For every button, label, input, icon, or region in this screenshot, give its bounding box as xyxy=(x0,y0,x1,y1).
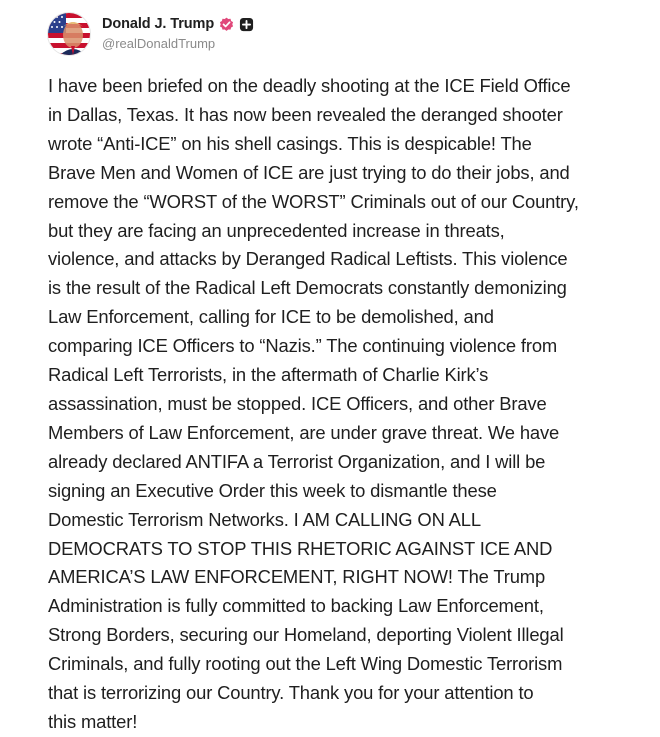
display-name[interactable]: Donald J. Trump xyxy=(102,16,215,33)
flag-portrait-avatar-icon xyxy=(48,13,90,55)
avatar[interactable] xyxy=(48,13,90,55)
handle[interactable]: @realDonaldTrump xyxy=(102,35,216,51)
plus-badge-icon xyxy=(239,17,254,32)
verified-check-icon xyxy=(219,17,234,32)
post-header xyxy=(48,12,254,56)
author-identity xyxy=(102,16,254,52)
post-body-text: I have been briefed on the deadly shooting at the ICE Field Office in Dallas, Texas. It has now been revealed the deranged shooter wrote “Anti-ICE” on his shell casings. This is despicable! The Brave Men and Women of ICE are just trying to do their jobs, and remove the “WORST of the WORST” Criminals out of our Country, but they are facing an unprecedented increase in threats, violence, and attacks by Deranged Radical Leftists. This violence is the result of the Radical Left Democrats constantly demonizing Law Enforcement, calling for ICE to be demolished, and comparing ICE Officers to “Nazis.” The continuing violence from Radical Left Terrorists, in the aftermath of Charlie Kirk’s assassination, must be stopped. ICE Officers, and other Brave Members of Law Enforcement, are under grave threat. We have already declared ANTIFA a Terrorist Organization, and I will be signing an Executive Order this week to dismantle these Domestic Terrorism Networks. I AM CALLING ON ALL DEMOCRATS TO STOP THIS RHETORIC AGAINST ICE AND AMERICA’S LAW ENFORCEMENT, RIGHT NOW! The Trump Administration is fully committed to backing Law Enforcement, Strong Borders, securing our Homeland, deporting Violent Illegal Criminals, and fully rooting out the Left Wing Domestic Terrorism that is terrorizing our Country. Thank you for your attention to this matter! xyxy=(48,75,579,732)
name-row xyxy=(102,16,254,33)
